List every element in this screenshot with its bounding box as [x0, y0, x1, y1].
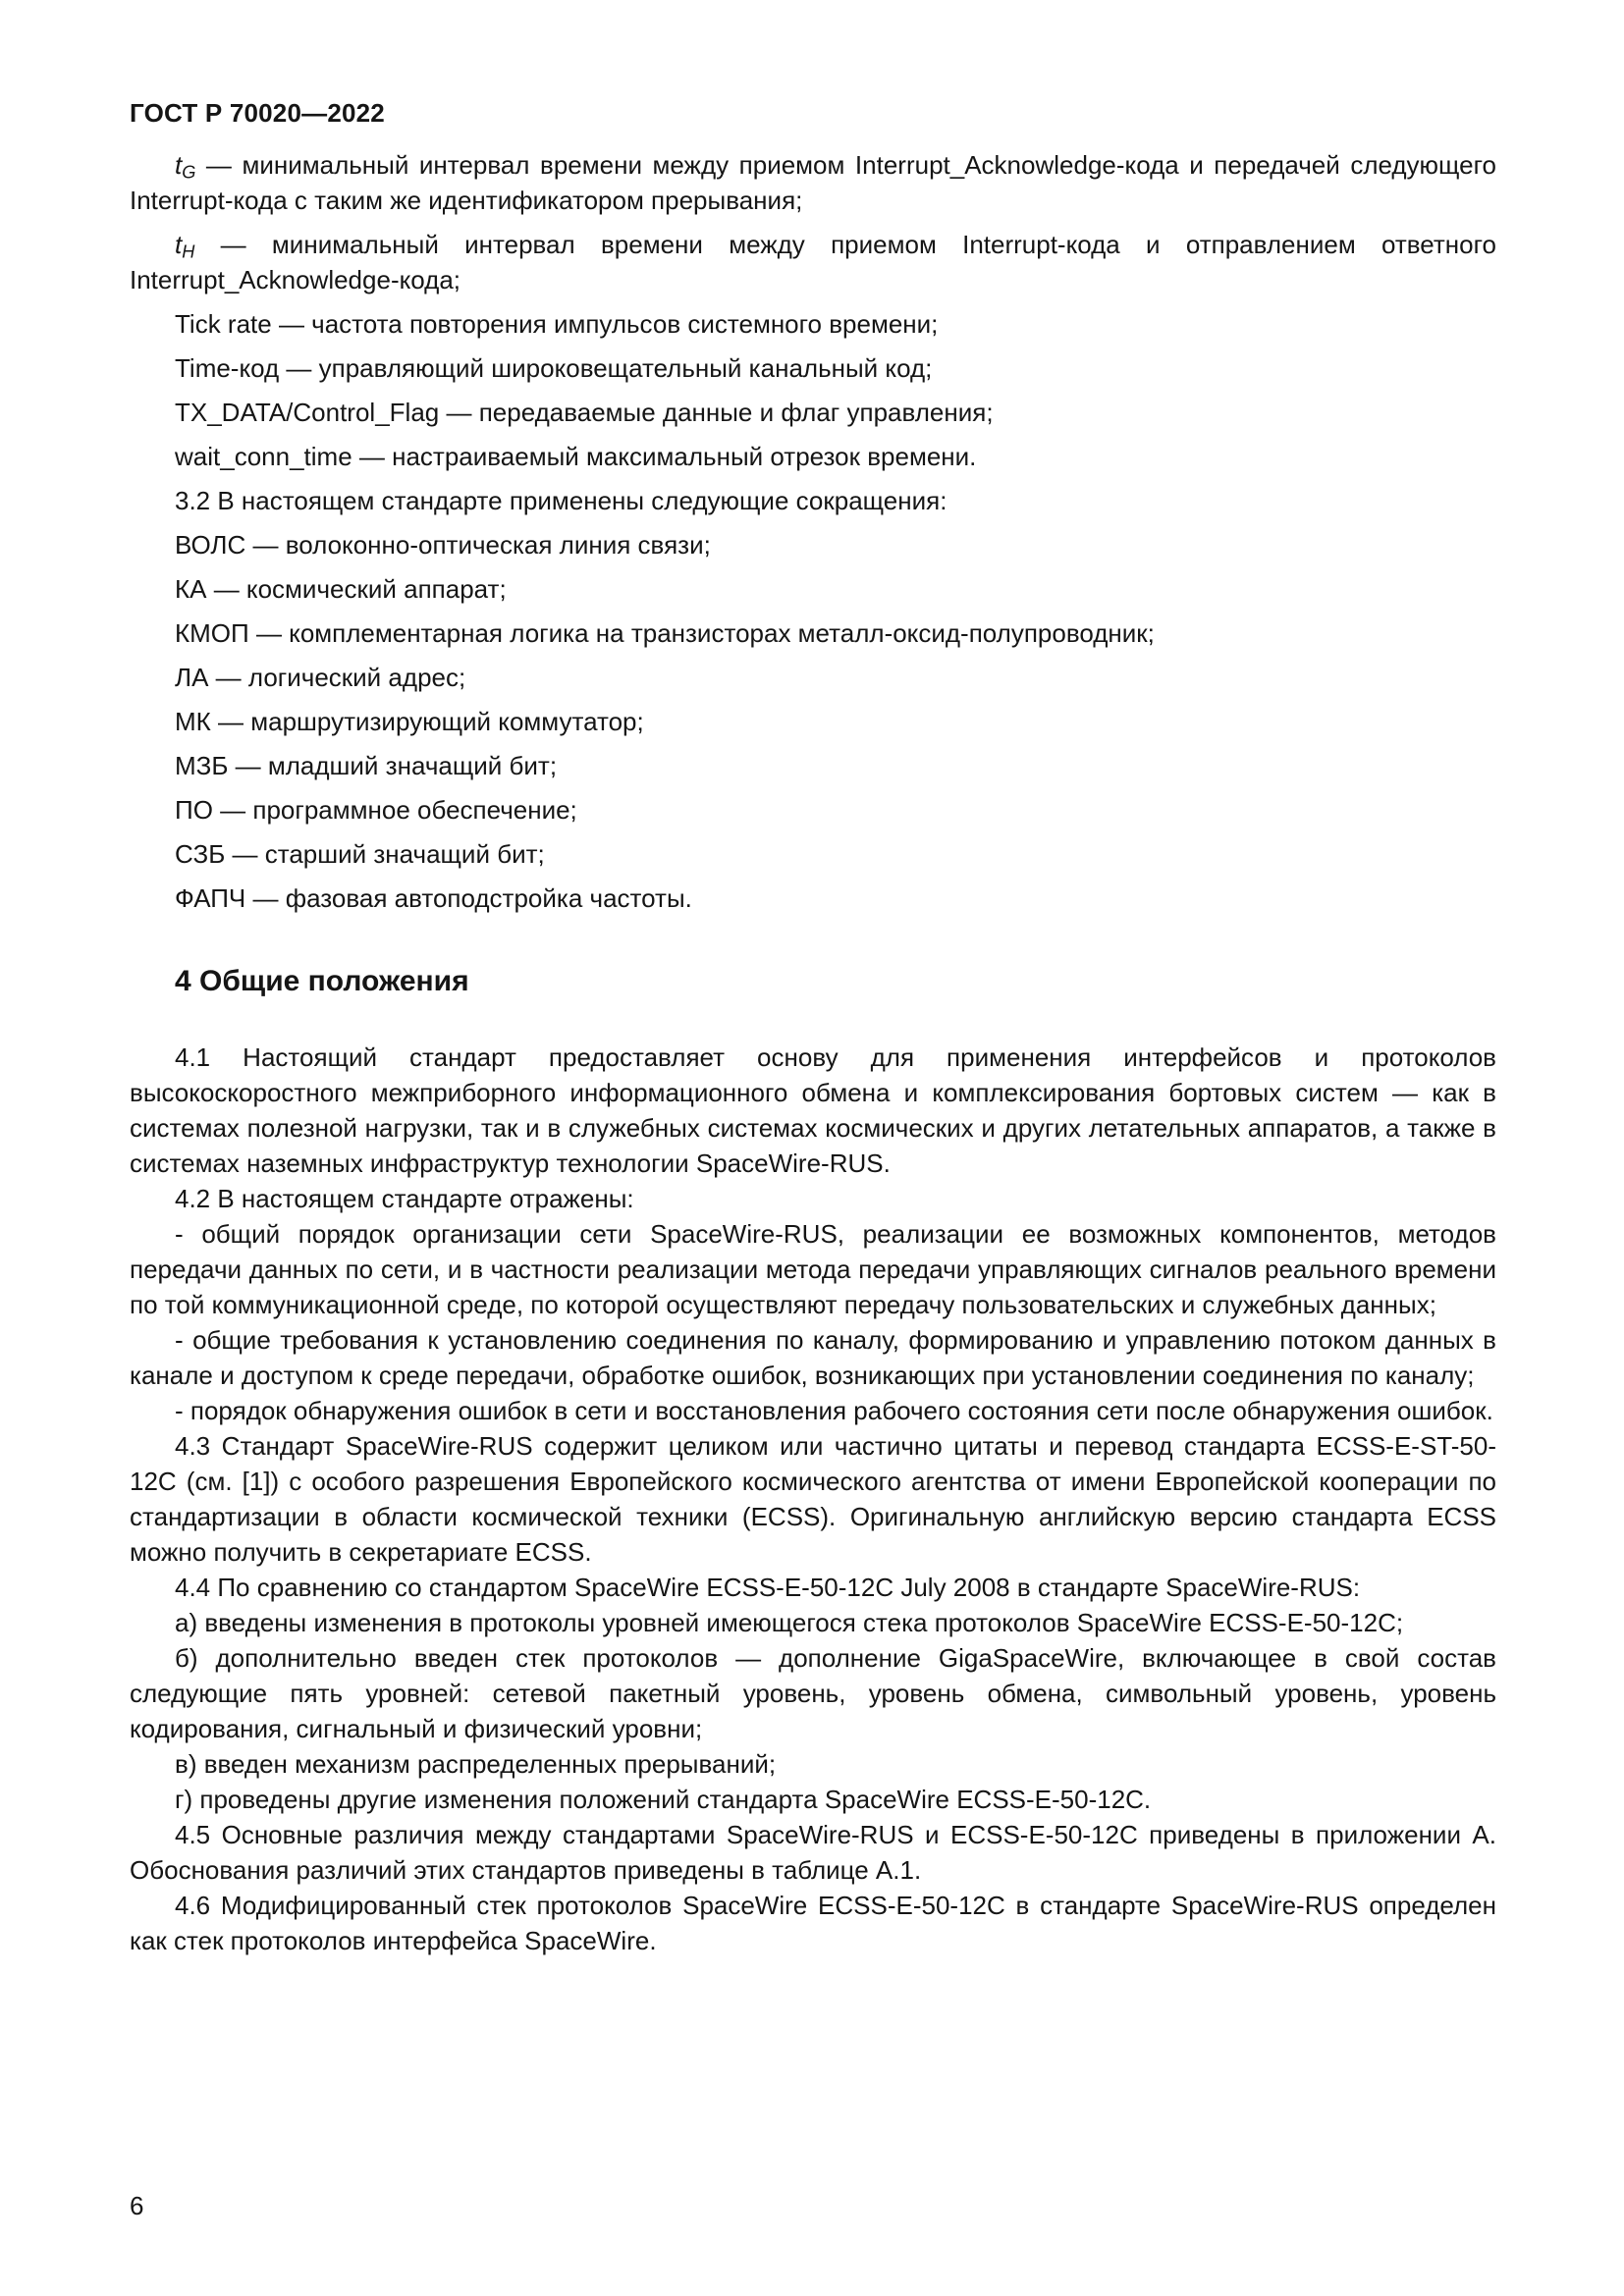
paragraph: 4.3 Стандарт SpaceWire-RUS содержит целиком или частично цитаты и перевод стандарта ECSS-E-ST-50-12C (см. [1]) с особого разрешения Европейского космического агентства от имени Европейской кооперации по стандартизации в области космической техники (ECSS). Оригинальную английскую версию стандарта ECSS можно получить в секретариате ECSS. [130, 1431, 1496, 1567]
paragraph: а) введены изменения в протоколы уровней имеющегося стека протоколов SpaceWire ECSS-E-50-12C; [175, 1608, 1404, 1637]
section-heading: 4 Общие положения [175, 965, 469, 997]
paragraph: 4.6 Модифицированный стек протоколов SpaceWire ECSS-E-50-12C в стандарте SpaceWire-RUS определен как стек протоколов интерфейса SpaceWire. [130, 1891, 1496, 1955]
definition-item: wait_conn_time — настраиваемый максимальный отрезок времени. [175, 442, 977, 471]
paragraph: - общий порядок организации сети SpaceWire-RUS, реализации ее возможных компонентов, методов передачи данных по сети, и в частности реализации метода передачи управляющих сигналов реального времени по той коммуникационной среде, по которой осуществляют передачу пользовательских и служебных данных; [130, 1219, 1496, 1319]
definition-item: КА — космический аппарат; [175, 574, 507, 604]
definition-item: Tick rate — частота повторения импульсов системного времени; [175, 309, 939, 339]
paragraph: 4.5 Основные различия между стандартами SpaceWire-RUS и ECSS-E-50-12C приведены в приложении А. Обоснования различий этих стандартов приведены в таблице А.1. [130, 1820, 1496, 1885]
subscript-run: G [182, 162, 196, 183]
paragraph: 4.2 В настоящем стандарте отражены: [175, 1184, 634, 1213]
paragraph: 4.4 По сравнению со стандартом SpaceWire ECSS-E-50-12C July 2008 в стандарте SpaceWire-RUS: [175, 1573, 1361, 1602]
definition-item: TX_DATA/Control_Flag — передаваемые данные и флаг управления; [175, 398, 994, 427]
text-run: — минимальный интервал времени между приемом Interrupt_Acknowledge-кода и передачей следующего Interrupt-кода с таким же идентификатором прерывания; [130, 150, 1496, 215]
definition-item: КМОП — комплементарная логика на транзисторах металл-оксид-полупроводник; [175, 618, 1155, 648]
paragraph: б) дополнительно введен стек протоколов — дополнение GigaSpaceWire, включающее в свой состав следующие пять уровней: сетевой пакетный уровень, уровень обмена, символьный уровень, уровень кодирования, сигнальный и физический уровни; [130, 1643, 1496, 1743]
text-run: — минимальный интервал времени между приемом Interrupt-кода и отправлением ответного Interrupt_Acknowledge-кода; [130, 230, 1496, 294]
text-run: t [175, 230, 183, 259]
definition-item: 3.2 В настоящем стандарте применены следующие сокращения: [175, 486, 947, 515]
definition-item: Time-код — управляющий широковещательный канальный код; [175, 353, 933, 383]
definition-item: МК — маршрутизирующий коммутатор; [175, 707, 644, 736]
definition-item: СЗБ — старший значащий бит; [175, 839, 545, 869]
definition-item: ПО — программное обеспечение; [175, 795, 577, 825]
paragraph: в) введен механизм распределенных прерываний; [175, 1749, 777, 1779]
definition-item: ВОЛС — волоконно-оптическая линия связи; [175, 530, 711, 560]
paragraph: г) проведены другие изменения положений стандарта SpaceWire ECSS-E-50-12C. [175, 1785, 1152, 1814]
definition-item: ФАПЧ — фазовая автоподстройка частоты. [175, 883, 692, 913]
paragraph: - порядок обнаружения ошибок в сети и восстановления рабочего состояния сети после обнаружения ошибок. [175, 1396, 1493, 1425]
page-number: 6 [130, 2191, 144, 2220]
definition-item [130, 227, 1496, 297]
subscript-run: H [182, 241, 195, 262]
paragraph: 4.1 Настоящий стандарт предоставляет основу для применения интерфейсов и протоколов высокоскоростного межприборного информационного обмена и комплексирования бортовых систем — как в системах полезной нагрузки, так и в служебных системах космических и других летательных аппаратов, а также в системах наземных инфраструктур технологии SpaceWire-RUS. [130, 1042, 1496, 1178]
definition-item: МЗБ — младший значащий бит; [175, 751, 558, 780]
definition-item [130, 147, 1496, 218]
document-header: ГОСТ Р 70020—2022 [130, 98, 385, 128]
definition-item: ЛА — логический адрес; [175, 663, 466, 692]
document-content [130, 147, 1496, 1958]
paragraph: - общие требования к установлению соединения по каналу, формированию и управлению потоком данных в канале и доступом к среде передачи, обработке ошибок, возникающих при установлении соединения по каналу; [130, 1325, 1496, 1390]
text-run: t [175, 150, 183, 180]
